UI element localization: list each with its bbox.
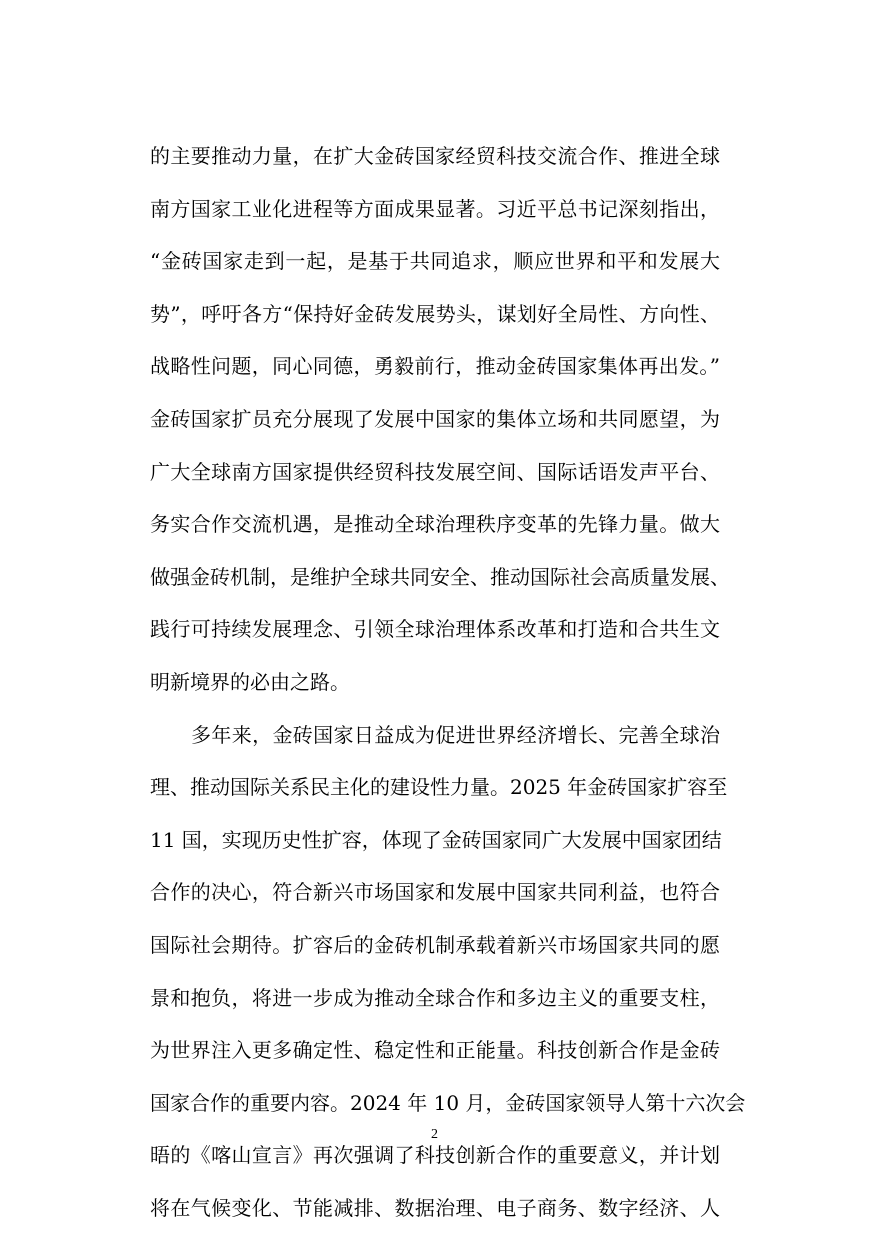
text-line: 11 国，实现历史性扩容，体现了金砖国家同广大发展中国家团结 <box>150 827 722 852</box>
text-line: 南方国家工业化进程等方面成果显著。习近平总书记深刻指出， <box>150 196 720 221</box>
text-line: 战略性问题，同心同德，勇毅前行，推动金砖国家集体再出发。” <box>150 354 720 379</box>
text-line: 国家合作的重要内容。2024 年 10 月，金砖国家领导人第十六次会 <box>150 1090 746 1115</box>
paragraph-1 <box>150 130 730 709</box>
text-line: 国际社会期待。扩容后的金砖机制承载着新兴市场国家共同的愿 <box>150 932 720 957</box>
text-line: “金砖国家走到一起，是基于共同追求，顺应世界和平和发展大 <box>150 249 720 274</box>
text-line: 践行可持续发展理念、引领全球治理体系改革和打造和合共生文 <box>150 617 720 642</box>
text-line: 务实合作交流机遇，是推动全球治理秩序变革的先锋力量。做大 <box>150 512 720 537</box>
text-line: 势”，呼吁各方“保持好金砖发展势头，谋划好全局性、方向性、 <box>150 301 720 326</box>
paragraph-2 <box>150 709 746 1234</box>
text-line: 做强金砖机制，是维护全球共同安全、推动国际社会高质量发展、 <box>150 564 730 589</box>
text-line: 金砖国家扩员充分展现了发展中国家的集体立场和共同愿望，为 <box>150 406 720 431</box>
text-line: 合作的决心，符合新兴市场国家和发展中国家共同利益，也符合 <box>150 880 720 905</box>
text-line: 广大全球南方国家提供经贸科技发展空间、国际话语发声平台、 <box>150 459 720 484</box>
text-line: 景和抱负，将进一步成为推动全球合作和多边主义的重要支柱， <box>150 985 720 1010</box>
page-number: 2 <box>431 1127 438 1142</box>
text-line: 明新境界的必由之路。 <box>150 669 350 694</box>
text-line: 多年来，金砖国家日益成为促进世界经济增长、完善全球治 <box>191 722 720 747</box>
text-line: 将在气候变化、节能减排、数据治理、电子商务、数字经济、人 <box>150 1195 720 1220</box>
text-line: 晤的《喀山宣言》再次强调了科技创新合作的重要意义，并计划 <box>150 1143 720 1168</box>
text-line: 为世界注入更多确定性、稳定性和正能量。科技创新合作是金砖 <box>150 1038 720 1063</box>
text-line: 理、推动国际关系民主化的建设性力量。2025 年金砖国家扩容至 <box>150 775 728 800</box>
body-text <box>150 130 746 1234</box>
text-line: 的主要推动力量，在扩大金砖国家经贸科技交流合作、推进全球 <box>150 144 720 168</box>
